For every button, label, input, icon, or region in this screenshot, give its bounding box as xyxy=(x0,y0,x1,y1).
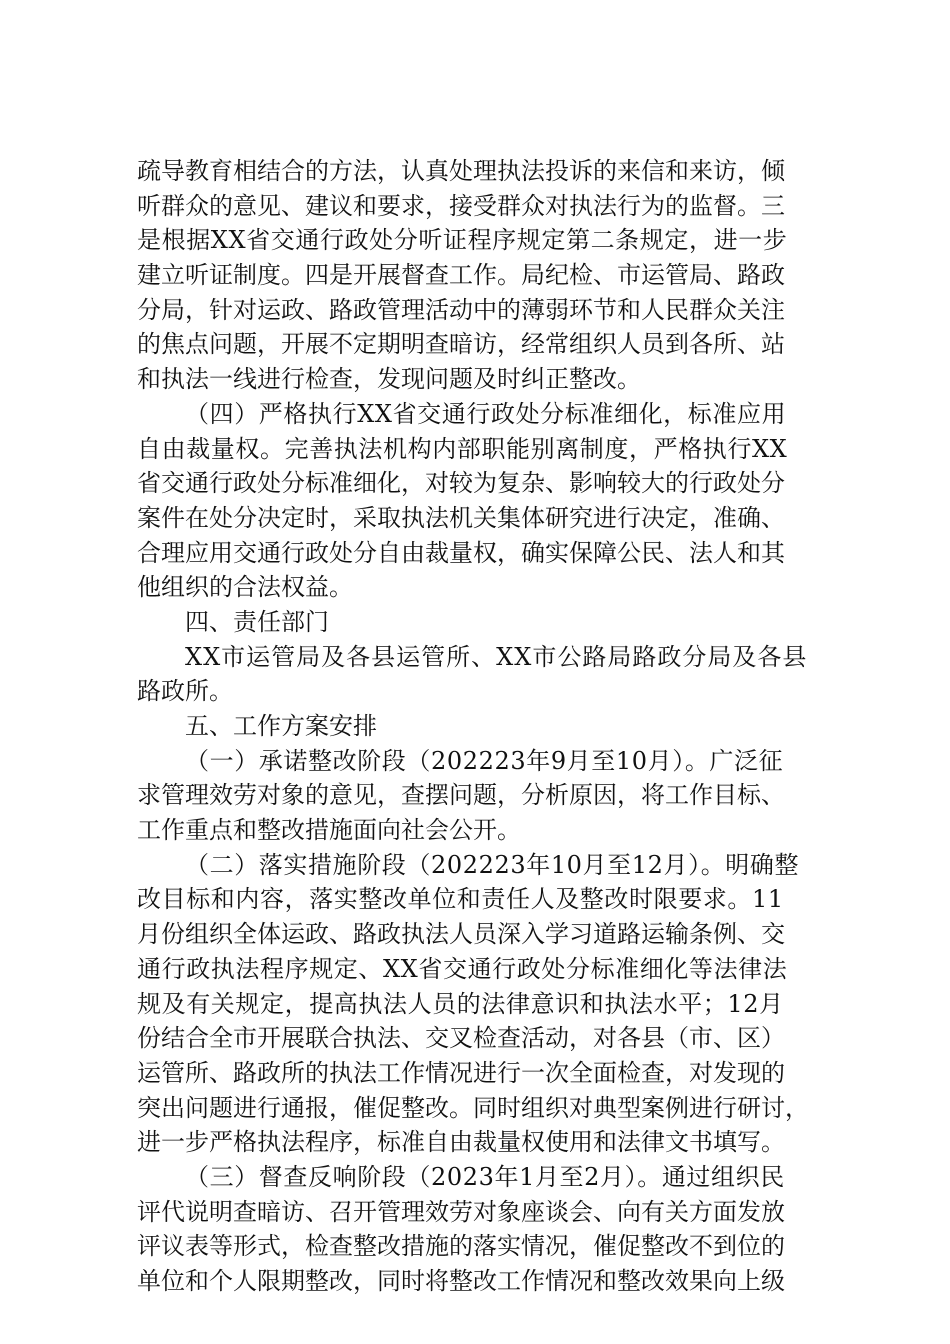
text-line: 案件在处分决定时，采取执法机关集体研究进行决定，准确、 xyxy=(137,503,785,532)
text-line: 份结合全市开展联合执法、交叉检查活动，对各县（市、区） xyxy=(137,1024,785,1053)
body-text xyxy=(137,154,827,1299)
section-heading: 四、责任部门 xyxy=(185,607,329,636)
text-line: 的焦点问题，开展不定期明查暗访，经常组织人员到各所、站 xyxy=(137,330,785,359)
text-line: 省交通行政处分标准细化，对较为复杂、影响较大的行政处分 xyxy=(137,469,785,498)
text-line: 通行政执法程序规定、XX省交通行政处分标准细化等法律法 xyxy=(137,954,788,983)
text-line: （四）严格执行XX省交通行政处分标准细化，标准应用 xyxy=(185,399,787,428)
text-line: 单位和个人限期整改，同时将整改工作情况和整改效果向上级 xyxy=(137,1267,785,1295)
text-line: 突出问题进行通报，催促整改。同时组织对典型案例进行研讨， xyxy=(137,1093,809,1122)
text-line: 是根据XX省交通行政处分听证程序规定第二条规定，进一步 xyxy=(137,226,788,255)
text-line: 自由裁量权。完善执法机构内部职能别离制度，严格执行XX xyxy=(137,434,788,463)
section-heading: 五、工作方案安排 xyxy=(185,712,377,740)
text-line: 改目标和内容，落实整改单位和责任人及整改时限要求。11 xyxy=(137,885,784,914)
text-line: 路政所。 xyxy=(137,677,233,706)
text-line: （二）落实措施阶段（202223年10月至12月）。明确整 xyxy=(185,850,800,879)
text-line: 疏导教育相结合的方法，认真处理执法投诉的来信和来访，倾 xyxy=(137,157,785,185)
text-line: （一）承诺整改阶段（202223年9月至10月）。广泛征 xyxy=(185,746,784,775)
text-line: 评代说明查暗访、召开管理效劳对象座谈会、向有关方面发放 xyxy=(137,1197,785,1226)
text-line: 合理应用交通行政处分自由裁量权，确实保障公民、法人和其 xyxy=(137,538,785,567)
text-line: 分局，针对运政、路政管理活动中的薄弱环节和人民群众关注 xyxy=(137,295,785,324)
text-line: 求管理效劳对象的意见，查摆问题，分析原因，将工作目标、 xyxy=(137,781,785,810)
text-line: 进一步严格执法程序，标准自由裁量权使用和法律文书填写。 xyxy=(137,1128,785,1157)
text-line: 和执法一线进行检查，发现问题及时纠正整改。 xyxy=(137,365,641,394)
text-line: 工作重点和整改措施面向社会公开。 xyxy=(137,816,521,845)
text-line: 建立听证制度。四是开展督查工作。局纪检、市运管局、路政 xyxy=(137,261,785,290)
text-line: 他组织的合法权益。 xyxy=(137,573,353,602)
text-line: 运管所、路政所的执法工作情况进行一次全面检查，对发现的 xyxy=(137,1058,785,1087)
text-line: XX市运管局及各县运管所、XX市公路局路政分局及各县 xyxy=(185,642,808,671)
text-line: 规及有关规定，提高执法人员的法律意识和执法水平；12月 xyxy=(137,989,784,1018)
text-line: 月份组织全体运政、路政执法人员深入学习道路运输条例、交 xyxy=(137,920,785,949)
text-line: 评议表等形式，检查整改措施的落实情况，催促整改不到位的 xyxy=(137,1232,785,1261)
text-line: 听群众的意见、建议和要求，接受群众对执法行为的监督。三 xyxy=(137,191,785,220)
text-line: （三）督查反响阶段（2023年1月至2月）。通过组织民 xyxy=(185,1162,785,1191)
